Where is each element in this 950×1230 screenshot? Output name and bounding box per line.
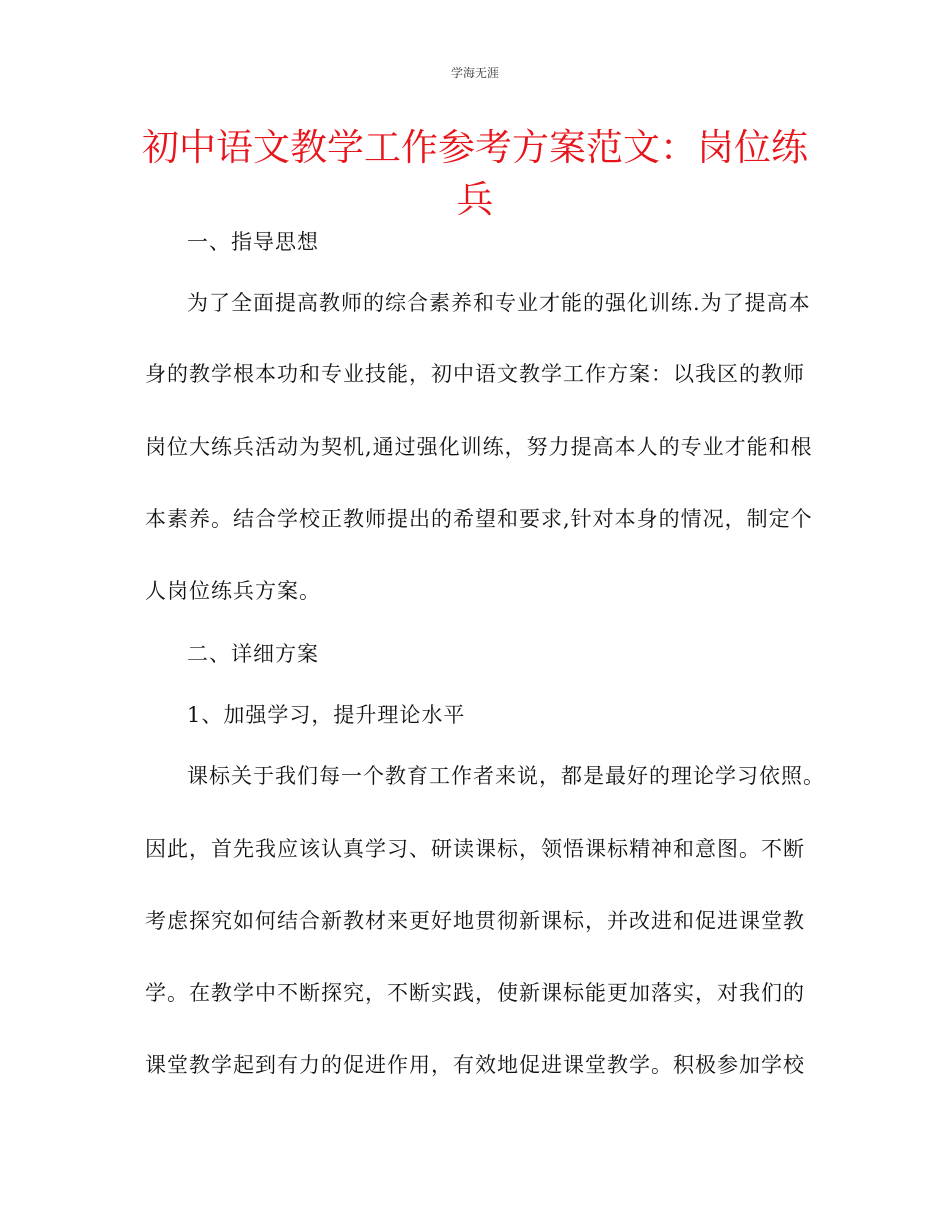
paragraph-1-line: 人岗位练兵方案。 bbox=[145, 579, 321, 603]
paragraph-1-line: 岗位大练兵活动为契机,通过强化训练，努力提高本人的专业才能和根 bbox=[145, 435, 813, 459]
paragraph-2-line: 课标关于我们每一个教育工作者来说，都是最好的理论学习依照。 bbox=[187, 764, 825, 788]
section-1-heading: 一、指导思想 bbox=[187, 230, 319, 254]
title-line-2: 兵 bbox=[456, 178, 494, 221]
section-2-subheading: 1、加强学习，提升理论水平 bbox=[187, 703, 466, 727]
paragraph-2-line: 学。在教学中不断探究，不断实践，使新课标能更加落实，对我们的 bbox=[145, 981, 805, 1005]
paragraph-1-line: 为了全面提高教师的综合素养和专业才能的强化训练.为了提高本 bbox=[187, 291, 811, 315]
paragraph-1-line: 身的教学根本功和专业技能，初中语文教学工作方案：以我区的教师 bbox=[145, 362, 805, 386]
paragraph-1-line: 本素养。结合学校正教师提出的希望和要求,针对本身的情况，制定个 bbox=[145, 507, 813, 531]
paragraph-2-line: 因此，首先我应该认真学习、研读课标，领悟课标精神和意图。不断 bbox=[145, 837, 805, 861]
page-header: 学海无涯 bbox=[450, 66, 499, 80]
title-line-1: 初中语文教学工作参考方案范文：岗位练 bbox=[142, 126, 808, 169]
section-2-heading: 二、详细方案 bbox=[187, 642, 319, 666]
paragraph-2-line: 考虑探究如何结合新教材来更好地贯彻新课标，并改进和促进课堂教 bbox=[145, 909, 805, 933]
paragraph-2-line: 课堂教学起到有力的促进作用，有效地促进课堂教学。积极参加学校 bbox=[145, 1053, 805, 1077]
document-title bbox=[120, 122, 830, 226]
